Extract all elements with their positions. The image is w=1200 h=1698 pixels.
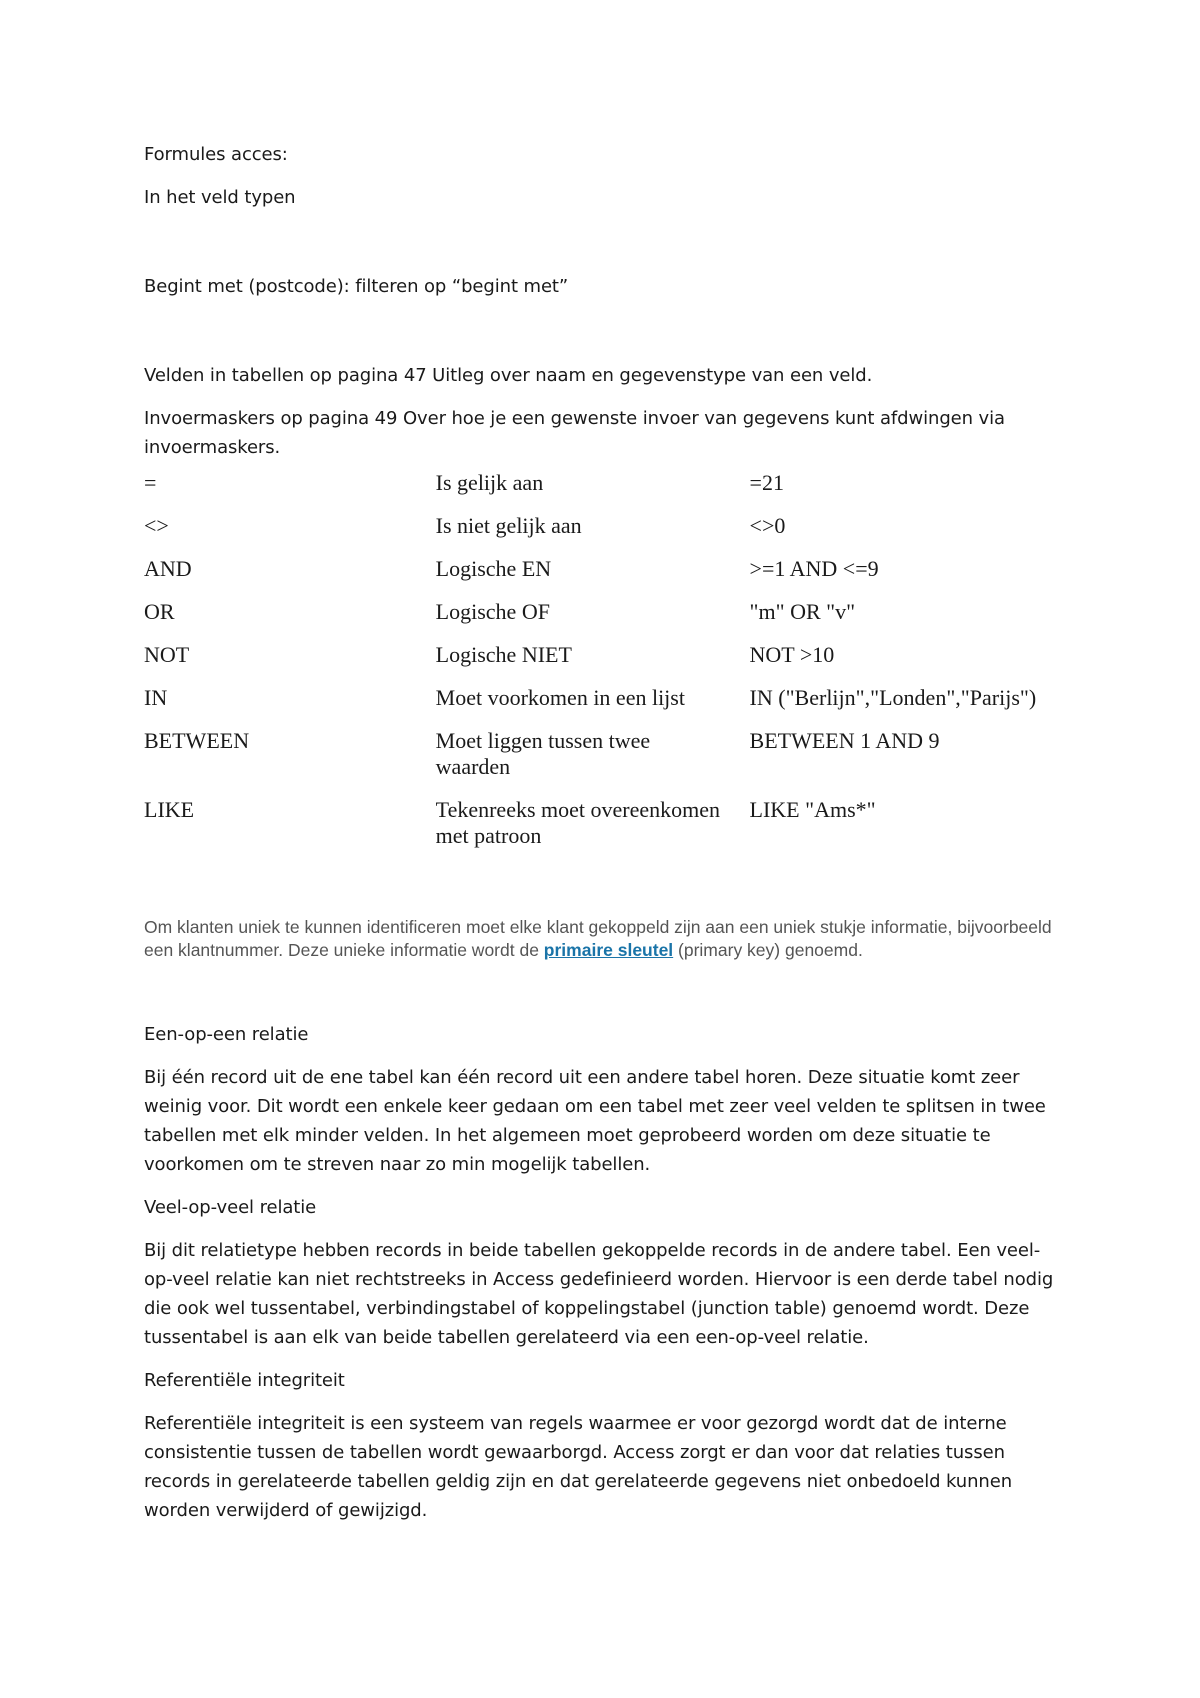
veel-op-veel-text: Bij dit relatietype hebben records in beide tabellen gekoppelde records in de andere tabel. Een veel-op-veel relatie kan niet rechtstreeks in Access gedefinieerd worden. Hiervoor is een derde tabel nodig die ook wel tussentabel, verbindingstabel of koppelingstabel (junction table) genoemd wordt. Deze tussentabel is aan elk van beide tabellen gerelateerd via een een-op-veel relatie. <box>144 1240 1054 1348</box>
example-cell: <>0 <box>749 513 786 538</box>
primaire-sleutel-link[interactable]: primaire sleutel <box>543 940 674 960</box>
operator-cell: NOT <box>144 642 190 667</box>
description-cell: Logische NIET <box>435 642 572 667</box>
note-text-before: Om klanten uniek te kunnen identificeren moet elke klant gekoppeld zijn aan een uniek stukje informatie, bijvoorbeeld een klantnummer. Deze unieke informatie wordt de <box>144 917 1052 960</box>
operator-row <box>144 593 1064 636</box>
operator-row <box>144 550 1064 593</box>
begint-met-text: Begint met (postcode): filteren op “begint met” <box>144 276 569 297</box>
operator-cell: BETWEEN <box>144 728 250 753</box>
description-cell: Moet voorkomen in een lijst <box>435 685 685 710</box>
document-page <box>144 140 1064 1539</box>
example-cell: >=1 AND <=9 <box>749 556 879 581</box>
operator-cell: IN <box>144 685 168 710</box>
operator-cell: = <box>144 470 157 495</box>
description-cell: Logische OF <box>435 599 550 624</box>
note-text-after: (primary key) genoemd. <box>673 940 863 960</box>
description-cell: Moet liggen tussen twee waarden <box>435 728 651 779</box>
ref-text: Referentiële integriteit is een systeem van regels waarmee er voor gezorgd wordt dat de interne consistentie tussen de tabellen wordt gewaarborgd. Access zorgt er dan voor dat relaties tussen records in gerelateerde tabellen geldig zijn en dat gerelateerde gegevens niet onbedoeld kunnen worden verwijderd of gewijzigd. <box>144 1413 1013 1521</box>
operator-cell: OR <box>144 599 175 624</box>
een-op-een-heading: Een-op-een relatie <box>144 1024 309 1045</box>
description-cell: Is gelijk aan <box>435 470 544 495</box>
operator-row <box>144 679 1064 722</box>
example-cell: NOT >10 <box>749 642 835 667</box>
example-cell: =21 <box>749 470 784 495</box>
operator-cell: <> <box>144 513 169 538</box>
ref-heading: Referentiële integriteit <box>144 1370 345 1391</box>
operator-cell: AND <box>144 556 192 581</box>
description-cell: Tekenreeks moet overeenkomen met patroon <box>435 797 721 848</box>
intro-text: In het veld typen <box>144 187 296 208</box>
veel-op-veel-heading: Veel-op-veel relatie <box>144 1197 317 1218</box>
document-title: Formules acces: <box>144 144 288 165</box>
example-cell: IN ("Berlijn","Londen","Parijs") <box>749 685 1037 710</box>
description-cell: Logische EN <box>435 556 552 581</box>
operator-row <box>144 507 1064 550</box>
operator-row <box>144 791 1064 860</box>
een-op-een-text: Bij één record uit de ene tabel kan één record uit een andere tabel horen. Deze situatie komt zeer weinig voor. Dit wordt een enkele keer gedaan om een tabel met zeer veel velden te splitsen in twee tabellen met elk minder velden. In het algemeen moet geprobeerd worden om deze situatie te voorkomen om te streven naar zo min mogelijk tabellen. <box>144 1067 1046 1175</box>
operator-row <box>144 464 1064 507</box>
primary-key-note <box>144 916 1064 962</box>
example-cell: BETWEEN 1 AND 9 <box>749 728 940 753</box>
example-cell: LIKE "Ams*" <box>749 797 876 822</box>
operator-row <box>144 636 1064 679</box>
invoermaskers-text: Invoermaskers op pagina 49 Over hoe je een gewenste invoer van gegevens kunt afdwingen via invoermaskers. <box>144 408 1005 458</box>
operator-cell: LIKE <box>144 797 195 822</box>
description-cell: Is niet gelijk aan <box>435 513 582 538</box>
velden-text: Velden in tabellen op pagina 47 Uitleg over naam en gegevenstype van een veld. <box>144 365 873 386</box>
example-cell: "m" OR "v" <box>749 599 856 624</box>
operator-row <box>144 722 1064 791</box>
operators-table <box>144 464 1064 860</box>
